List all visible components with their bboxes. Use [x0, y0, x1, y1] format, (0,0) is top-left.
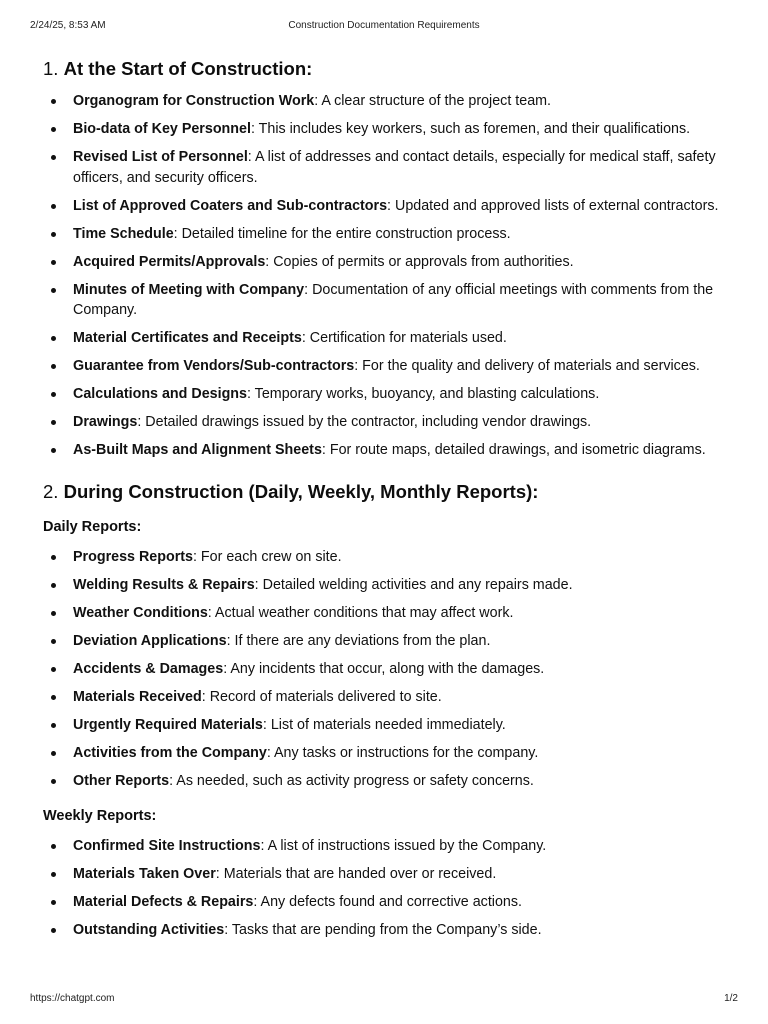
list-item [43, 91, 732, 112]
list-item-description: : For the quality and delivery of materials and services. [354, 358, 700, 374]
list-item-description: : Copies of permits or approvals from authorities. [265, 253, 574, 270]
list-item [43, 892, 732, 913]
print-header [30, 20, 738, 34]
list-item-term: List of Approved Coaters and Sub-contractors [73, 197, 388, 214]
list-item [43, 356, 732, 377]
list-item-description: : This includes key workers, such as foremen, and their qualifications. [250, 121, 691, 137]
list-item-term: Weather Conditions [73, 604, 208, 621]
list-item-description: : Materials that are handed over or received. [215, 865, 497, 882]
print-page-title: Construction Documentation Requirements [288, 20, 480, 31]
list-item [43, 603, 732, 624]
list-item-description: : Record of materials delivered to site. [201, 688, 442, 705]
list-item-term: As-Built Maps and Alignment Sheets [73, 442, 322, 458]
daily-reports-list [43, 547, 732, 792]
list-item-term: Urgently Required Materials [73, 717, 263, 734]
list-item [43, 119, 732, 140]
list-item [43, 280, 732, 321]
list-item-term: Material Defects & Repairs [73, 893, 254, 910]
list-item [43, 659, 732, 680]
daily-reports-heading: Daily Reports: [43, 518, 142, 535]
list-item-description: : Updated and approved lists of external contractors. [387, 197, 719, 214]
list-item-term: Minutes of Meeting with Company [73, 281, 305, 298]
list-item-description: : If there are any deviations from the plan. [226, 632, 491, 649]
list-item-term: Other Reports [73, 773, 170, 790]
section-2-heading [43, 479, 732, 505]
list-item-description: : As needed, such as activity progress or safety concerns. [169, 773, 534, 790]
list-item [43, 412, 732, 433]
list-item-term: Guarantee from Vendors/Sub-contractors [73, 358, 355, 374]
list-item-description: : Any incidents that occur, along with the damages. [223, 660, 545, 677]
list-item [43, 715, 732, 736]
list-item-description: : Actual weather conditions that may affect work. [207, 604, 514, 621]
list-item-description: : For each crew on site. [192, 548, 342, 565]
list-item-term: Deviation Applications [73, 632, 227, 649]
list-item-description: : A list of addresses and contact details, especially for medical staff, safety officers, and security officers. [73, 149, 716, 186]
list-item [43, 864, 732, 885]
list-item [43, 224, 732, 245]
list-item-description: : Certification for materials used. [301, 330, 507, 346]
list-item [43, 575, 732, 596]
list-item [43, 252, 732, 273]
list-item-term: Bio-data of Key Personnel [73, 121, 251, 137]
list-item-description: : Tasks that are pending from the Company’s side. [224, 922, 542, 939]
list-item-description: : A clear structure of the project team. [314, 93, 552, 109]
list-item-term: Outstanding Activities [73, 922, 225, 939]
section-2-title: During Construction (Daily, Weekly, Monthly Reports): [63, 480, 539, 502]
list-item-term: Accidents & Damages [73, 660, 224, 677]
list-item-description: : Any tasks or instructions for the company. [266, 745, 539, 762]
list-item [43, 836, 732, 857]
list-item-term: Calculations and Designs [73, 386, 247, 402]
list-item [43, 328, 732, 349]
list-item [43, 743, 732, 764]
list-item [43, 147, 732, 188]
section-1-heading [43, 56, 732, 82]
list-item [43, 547, 732, 568]
list-item-term: Time Schedule [73, 225, 174, 242]
list-item-term: Progress Reports [73, 548, 193, 565]
list-item [43, 440, 732, 461]
list-item-term: Confirmed Site Instructions [73, 837, 261, 854]
list-item [43, 384, 732, 405]
list-item-description: : For route maps, detailed drawings, and isometric diagrams. [321, 442, 706, 458]
section-1-title: At the Start of Construction: [63, 58, 313, 79]
list-item [43, 771, 732, 792]
section-1-number: 1. [43, 58, 59, 79]
list-item-description: : A list of instructions issued by the Company. [260, 837, 547, 854]
list-item-description: : List of materials needed immediately. [262, 717, 506, 734]
print-page-number: 1/2 [724, 993, 738, 1004]
list-item-description: : Detailed drawings issued by the contractor, including vendor drawings. [137, 414, 592, 430]
list-item-term: Welding Results & Repairs [73, 576, 255, 593]
list-item-term: Material Certificates and Receipts [73, 330, 302, 346]
list-item-term: Revised List of Personnel [73, 149, 248, 165]
list-item-term: Activities from the Company [73, 745, 267, 762]
list-item-description: : Detailed welding activities and any repairs made. [254, 576, 573, 593]
section-1-list [43, 91, 732, 461]
list-item-description: : Any defects found and corrective actions. [253, 893, 522, 910]
section-2-number: 2. [43, 480, 59, 502]
weekly-reports-list [43, 836, 732, 941]
list-item-term: Acquired Permits/Approvals [73, 253, 266, 270]
print-footer [30, 993, 738, 1007]
list-item [43, 631, 732, 652]
list-item-description: : Temporary works, buoyancy, and blasting calculations. [247, 386, 600, 402]
document-content [43, 56, 732, 948]
print-url: https://chatgpt.com [30, 993, 115, 1004]
list-item-description: : Detailed timeline for the entire construction process. [173, 225, 511, 242]
list-item [43, 687, 732, 708]
print-datetime: 2/24/25, 8:53 AM [30, 20, 106, 31]
list-item-term: Materials Received [73, 688, 202, 705]
list-item [43, 920, 732, 941]
list-item-term: Drawings [73, 414, 138, 430]
list-item [43, 196, 732, 217]
list-item-description: : Documentation of any official meetings with comments from the Company. [73, 281, 714, 318]
weekly-reports-heading: Weekly Reports: [43, 807, 157, 824]
list-item-term: Organogram for Construction Work [73, 93, 315, 109]
list-item-term: Materials Taken Over [73, 865, 216, 882]
